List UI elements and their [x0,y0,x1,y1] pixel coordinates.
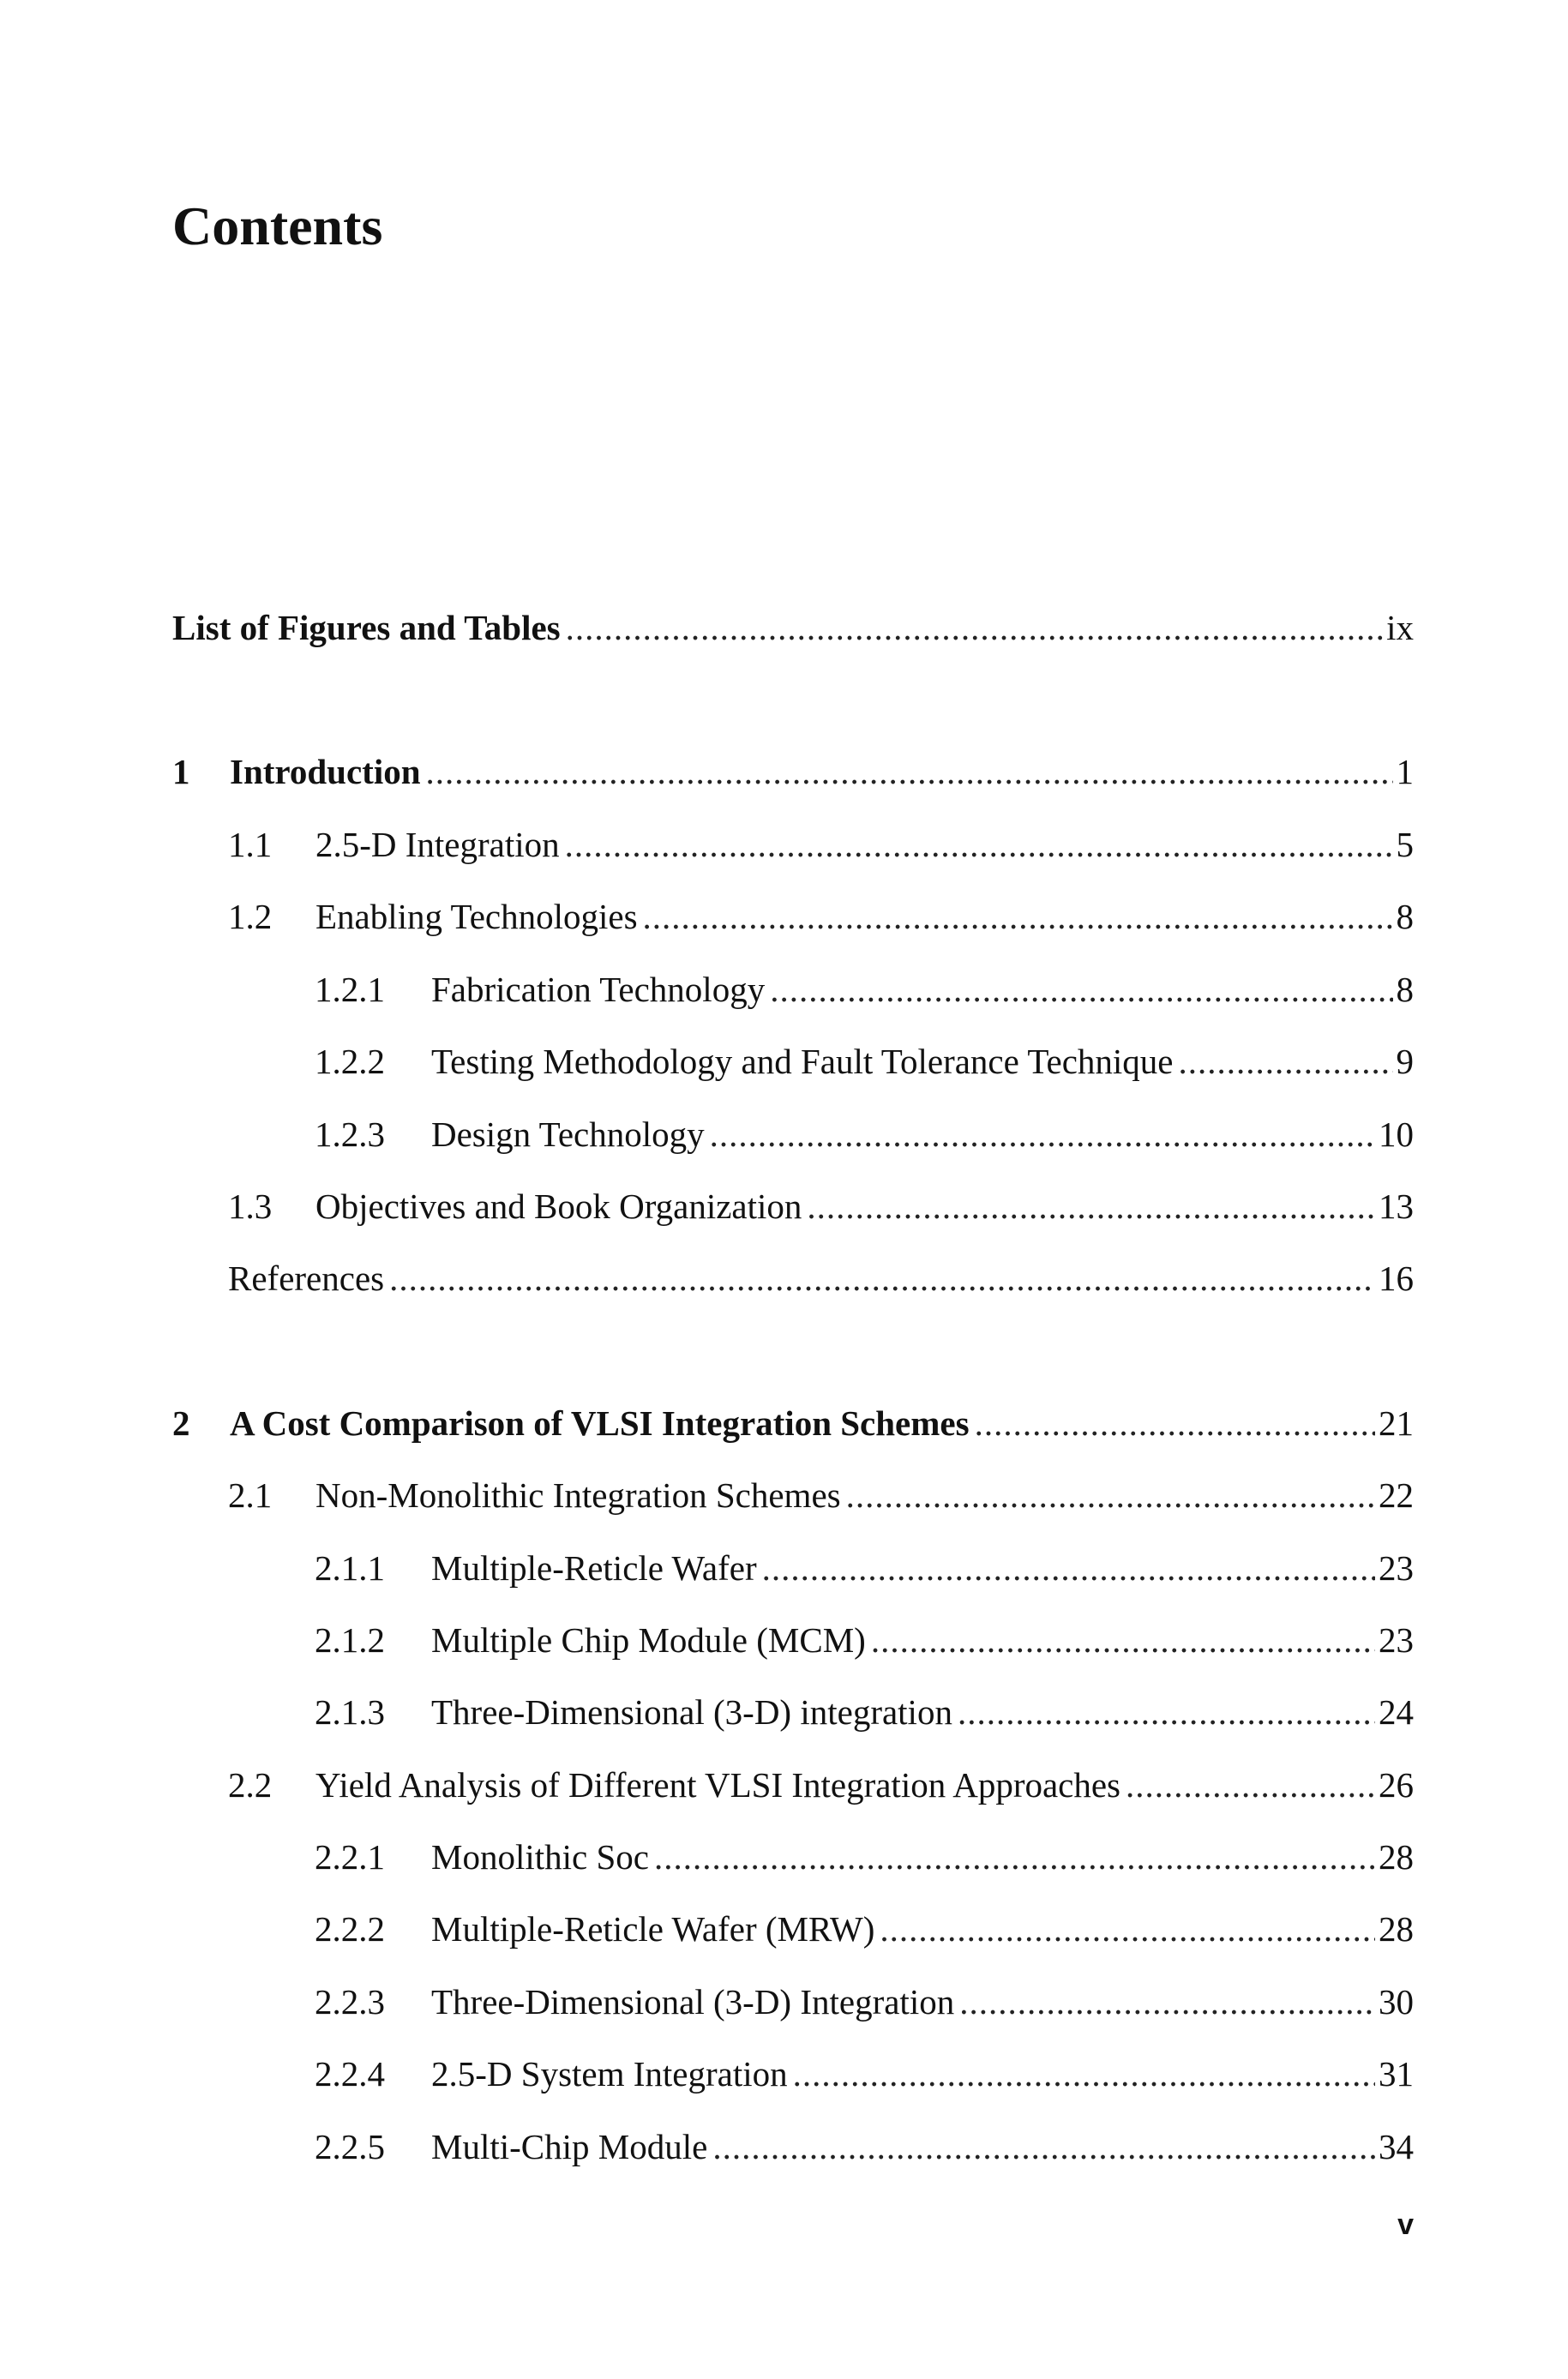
toc-entry-title: 2.5-D Integration [315,825,560,864]
toc-entry-number: 1.2.2 [315,1042,385,1081]
toc-entry-page: 16 [1379,1259,1414,1298]
toc-entry-page: 5 [1396,825,1414,864]
toc-entry-title: A Cost Comparison of VLSI Integration Schemes [230,1403,970,1443]
toc-entry-page: 13 [1379,1186,1414,1226]
dot-leader [710,1110,1375,1158]
toc-entry-2-1-3[interactable] [315,1688,1414,1736]
toc-entry-2-2-3[interactable] [315,1978,1414,2026]
toc-entry-title: Multi-Chip Module [431,2127,708,2166]
toc-entry-title: 2.5-D System Integration [431,2054,788,2094]
toc-entry-title: List of Figures and Tables [172,608,561,647]
toc-entry-title: Testing Methodology and Fault Tolerance Technique [431,1042,1174,1081]
toc-entry-page: 28 [1379,1837,1414,1877]
toc-entry-page: 21 [1379,1403,1414,1443]
dot-leader [389,1254,1375,1302]
toc-entry-number: 1.2.1 [315,970,385,1009]
toc-entry-1-2-2[interactable] [315,1037,1414,1085]
toc-entry-page: ix [1386,608,1414,647]
toc-entry-number: 2.1.1 [315,1548,385,1588]
dot-leader [770,965,1392,1013]
toc-entry-page: 26 [1379,1765,1414,1805]
dot-leader [880,1905,1375,1953]
toc-entry-page: 23 [1379,1620,1414,1660]
dot-leader [1126,1761,1375,1809]
toc-entry-2-1-1[interactable] [315,1544,1414,1592]
toc-entry-title: Multiple-Reticle Wafer (MRW) [431,1909,875,1949]
toc-entry-page: 8 [1396,970,1414,1009]
toc-entry-number: 2.2.3 [315,1982,385,2022]
dot-leader [975,1399,1375,1447]
dot-leader [958,1688,1375,1736]
dot-leader [643,892,1393,940]
toc-entry-title: Fabrication Technology [431,970,766,1009]
toc-entry-page: 28 [1379,1909,1414,1949]
dot-leader [871,1616,1375,1664]
toc-entry-list-of-figures[interactable] [172,604,1414,652]
toc-entry-page: 8 [1396,897,1414,936]
dot-leader [793,2050,1375,2098]
toc-entry-1-2[interactable] [228,892,1414,940]
toc-entry-page: 22 [1379,1475,1414,1515]
toc-entry-1-2-3[interactable] [315,1110,1414,1158]
toc-entry-2-2-1[interactable] [315,1833,1414,1881]
toc-entry-number: 2.1.2 [315,1620,385,1660]
toc-entry-title: Multiple Chip Module (MCM) [431,1620,866,1660]
toc-entry-number: 1.3 [228,1186,273,1226]
toc-entry-page: 10 [1379,1114,1414,1154]
toc-entry-page: 1 [1396,752,1414,791]
toc-entry-1-1[interactable] [228,820,1414,868]
toc-entry-title: Three-Dimensional (3-D) integration [431,1692,952,1732]
toc-entry-title: Monolithic Soc [431,1837,649,1877]
dot-leader [1178,1037,1392,1085]
toc-entry-number: 1.2 [228,897,273,936]
dot-leader [807,1182,1375,1230]
toc-entry-1-2-1[interactable] [315,965,1414,1013]
toc-entry-title: Objectives and Book Organization [315,1186,802,1226]
dot-leader [712,2123,1375,2171]
toc-entry-number: 2.2 [228,1765,273,1805]
toc-entry-page: 23 [1379,1548,1414,1588]
toc-entry-chapter-1[interactable] [172,748,1414,796]
toc-entry-page: 9 [1396,1042,1414,1081]
toc-entry-1-3[interactable] [228,1182,1414,1230]
toc-entry-2-1-2[interactable] [315,1616,1414,1664]
toc-entry-page: 34 [1379,2127,1414,2166]
page-title: Contents [172,195,383,256]
page-folio: v [1397,2208,1414,2241]
toc-entry-number: 2 [172,1403,190,1443]
toc-entry-title: Non-Monolithic Integration Schemes [315,1475,841,1515]
toc-entry-title: Introduction [230,752,421,791]
toc-entry-number: 2.1.3 [315,1692,385,1732]
toc-entry-number: 2.1 [228,1475,273,1515]
toc-entry-number: 2.2.2 [315,1909,385,1949]
dot-leader [566,604,1383,652]
toc-entry-2-1[interactable] [228,1471,1414,1519]
dot-leader [565,820,1393,868]
toc-entry-number: 2.2.5 [315,2127,385,2166]
dot-leader [762,1544,1375,1592]
toc-entry-chapter-2[interactable] [172,1399,1414,1447]
toc-entry-page: 30 [1379,1982,1414,2022]
toc-entry-number: 1.2.3 [315,1114,385,1154]
toc-entry-number: 2.2.4 [315,2054,385,2094]
dot-leader [959,1978,1375,2026]
toc-entry-number: 2.2.1 [315,1837,385,1877]
toc-entry-page: 24 [1379,1692,1414,1732]
toc-entry-number: 1.1 [228,825,273,864]
toc-entry-title: Design Technology [431,1114,705,1154]
toc-entry-title: References [228,1259,385,1298]
toc-entry-title: Three-Dimensional (3-D) Integration [431,1982,955,2022]
toc-entry-title: Enabling Technologies [315,897,638,936]
toc-entry-2-2-5[interactable] [315,2123,1414,2171]
toc-entry-title: Multiple-Reticle Wafer [431,1548,757,1588]
dot-leader [846,1471,1375,1519]
toc-entry-2-2-2[interactable] [315,1905,1414,1953]
toc-entry-2-2-4[interactable] [315,2050,1414,2098]
toc-entry-2-2[interactable] [228,1761,1414,1809]
dot-leader [426,748,1393,796]
toc-entry-references[interactable] [228,1254,1414,1302]
toc-entry-number: 1 [172,752,190,791]
toc-entry-page: 31 [1379,2054,1414,2094]
dot-leader [654,1833,1375,1881]
toc-entry-title: Yield Analysis of Different VLSI Integration Approaches [315,1765,1121,1805]
